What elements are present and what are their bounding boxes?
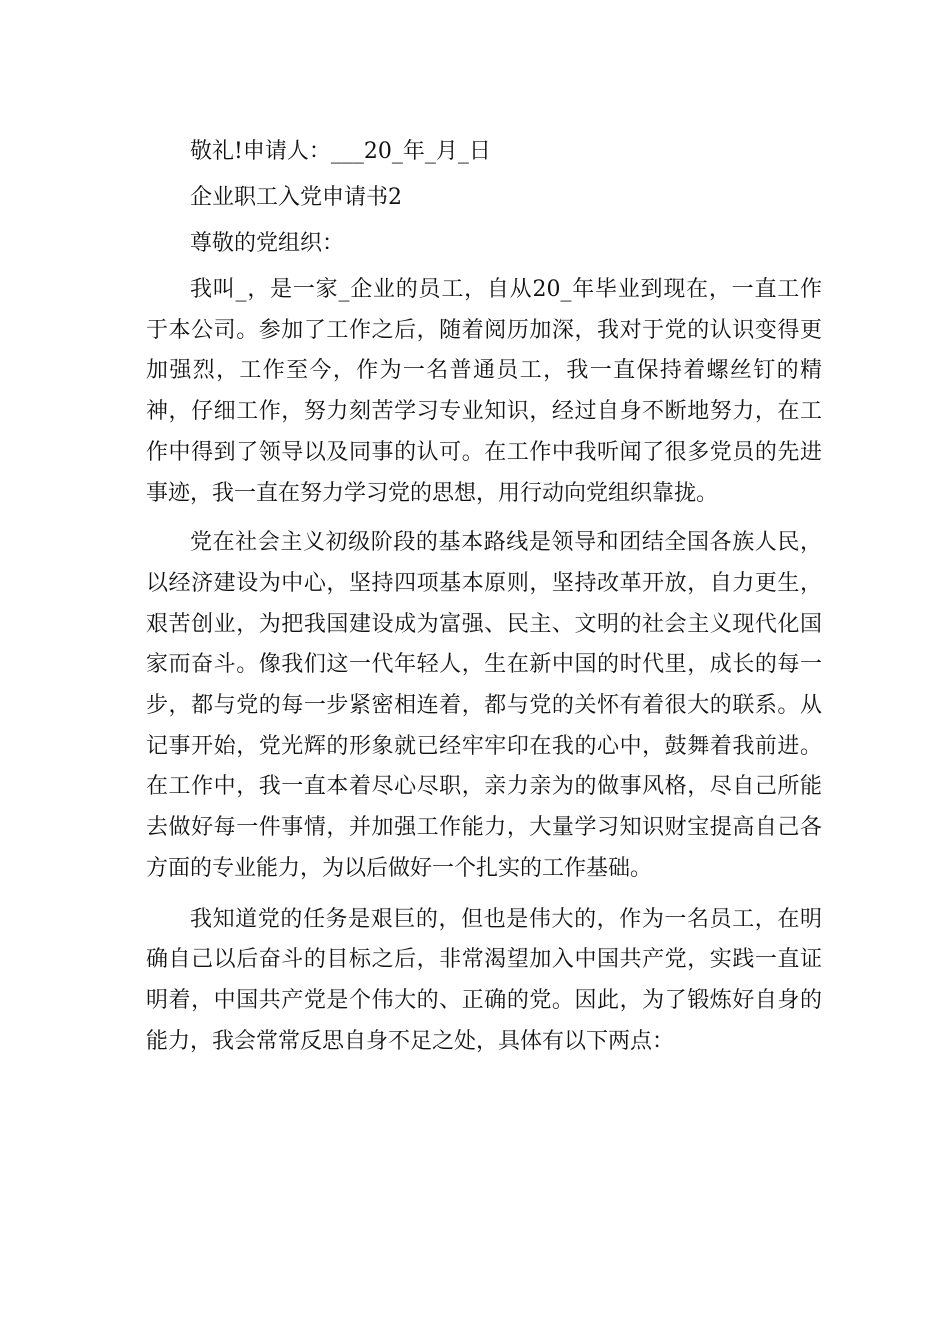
spacer	[146, 514, 822, 523]
closing-line: 敬礼!申请人：___20_年_月_日	[190, 139, 491, 164]
document-body	[146, 132, 822, 1062]
salutation: 尊敬的党组织：	[190, 231, 345, 256]
paragraph-1: 我叫_，是一家_企业的员工，自从20_年毕业到现在，一直工作于本公司。参加了工作之后，随着阅历加深，我对于党的认识变得更加强烈，工作至今，作为一名普通员工，我一直保持着螺丝钉的精神，仔细工作，努力刻苦学习专业知识，经过自身不断地努力，在工作中得到了领导以及同事的认可。在工作中我听闻了很多党员的先进事迹，我一直在努力学习党的思想，用行动向党组织靠拢。	[146, 277, 822, 506]
paragraph-2: 党在社会主义初级阶段的基本路线是领导和团结全国各族人民，以经济建设为中心，坚持四项基本原则，坚持改革开放，自力更生，艰苦创业，为把我国建设成为富强、民主、文明的社会主义现代化国家而奋斗。像我们这一代年轻人，生在新中国的时代里，成长的每一步，都与党的每一步紧密相连着，都与党的关怀有着很大的联系。从记事开始，党光辉的形象就已经牢牢印在我的心中，鼓舞着我前进。在工作中，我一直本着尽心尽职，亲力亲为的做事风格，尽自己所能去做好每一件事情，并加强工作能力，大量学习知识财宝提高自己各方面的专业能力，为以后做好一个扎实的工作基础。	[146, 530, 822, 881]
document-title: 企业职工入党申请书2	[190, 185, 402, 210]
paragraph-3: 我知道党的任务是艰巨的，但也是伟大的，作为一名员工，在明确自己以后奋斗的目标之后，非常渴望加入中国共产党，实践一直证明着，中国共产党是个伟大的、正确的党。因此，为了锻炼好自身的能力，我会常常反思自身不足之处，具体有以下两点：	[146, 906, 822, 1054]
spacer	[146, 890, 822, 900]
